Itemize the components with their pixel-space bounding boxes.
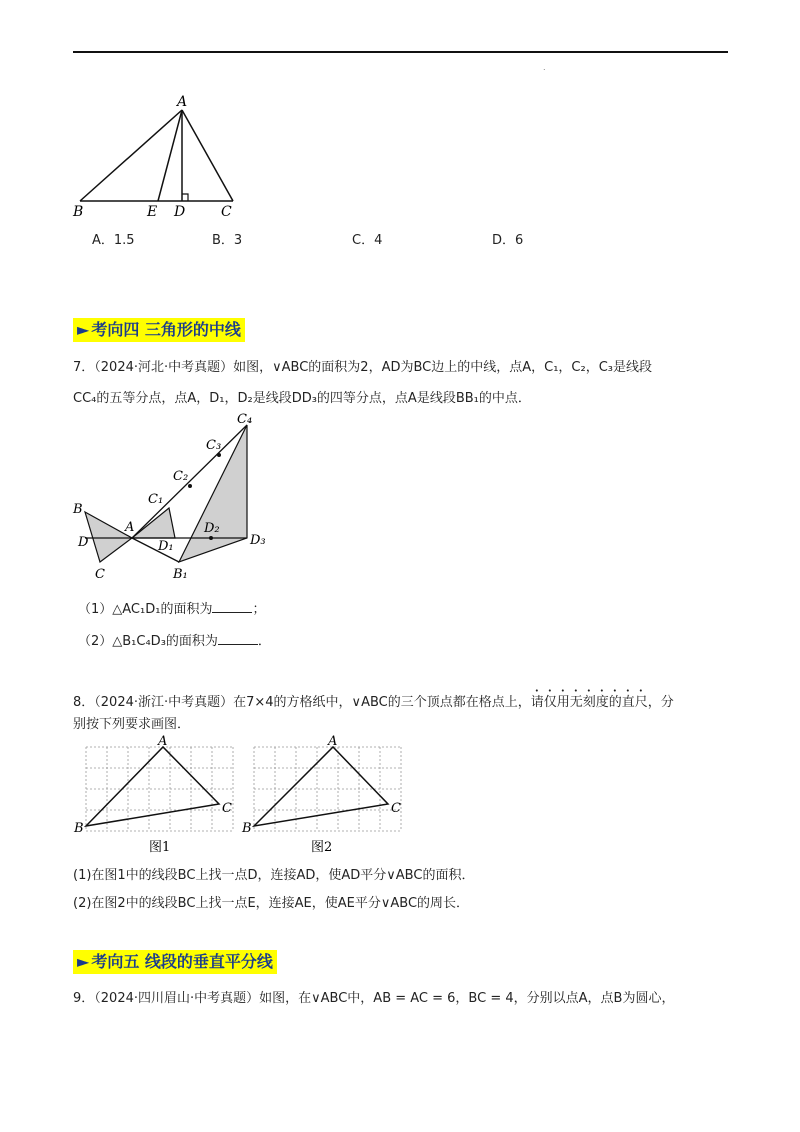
q7-label-d3: D₃	[250, 533, 266, 548]
q7-label-c2: C₂	[173, 469, 189, 484]
q7-sub1	[78, 598, 265, 617]
grid1-label-c: C	[222, 801, 232, 816]
q7-line1: 7．（2024·河北·中考真题）如图，∨ABC的面积为2，AD为BC边上的中线，点A，C₁，C₂，C₃是线段	[73, 360, 652, 375]
fig-label-a: A	[177, 94, 188, 110]
choice-a: A．1.5	[92, 233, 135, 248]
q7-sub1-text: （1）△AC₁D₁的面积为	[78, 602, 213, 617]
figure-triangle-abc	[60, 90, 250, 220]
q7-label-c: C	[95, 567, 105, 582]
q8-req1: (1)在图1中的线段BC上找一点D，连接AD，使AD平分∨ABC的面积．	[73, 868, 475, 883]
q7-label-a: A	[125, 520, 135, 535]
grid1-label-b: B	[74, 821, 84, 836]
section-title: 考向五 线段的垂直平分线	[91, 952, 273, 971]
fig-label-c: C	[221, 204, 232, 220]
choice-c: C．4	[352, 233, 383, 248]
q7-label-d: D	[78, 535, 89, 550]
q8-req2: (2)在图2中的线段BC上找一点E，连接AE，使AE平分∨ABC的周长．	[73, 896, 470, 911]
triangle-bullet-icon: ►	[77, 320, 90, 339]
figure-q7	[65, 410, 285, 590]
q7-sub1-end: ；	[252, 602, 266, 617]
header-dot: .	[543, 63, 546, 72]
grid2-label-c: C	[391, 801, 401, 816]
grid-figure-2	[238, 732, 413, 857]
grid-figure-1	[70, 732, 240, 857]
fig-label-e: E	[147, 204, 158, 220]
fig-label-b: B	[73, 204, 84, 220]
section-title: 考向四 三角形的中线	[91, 320, 241, 339]
section-heading-5	[73, 950, 277, 974]
header-rule	[73, 51, 728, 53]
grid1-label-a: A	[158, 734, 168, 749]
section-heading-4	[73, 318, 245, 342]
q8-line2: 别按下列要求画图．	[73, 717, 191, 732]
q7-label-c4: C₄	[237, 412, 253, 427]
answer-blank-2[interactable]	[218, 632, 258, 645]
choice-d: D．6	[492, 233, 524, 248]
q8-line1	[73, 687, 674, 710]
triangle-bullet-icon: ►	[77, 952, 90, 971]
q7-label-d1: D₁	[158, 539, 174, 554]
q7-label-c3: C₃	[206, 438, 222, 453]
q8-line1-c: ，分	[647, 695, 674, 710]
grid1-caption: 图1	[149, 840, 171, 855]
q8-line1-a: 8．（2024·浙江·中考真题）在7×4的方格纸中，∨ABC的三个顶点都在格点上，	[73, 695, 531, 710]
q7-sub2-end: ．	[257, 634, 271, 649]
answer-blank-1[interactable]	[212, 600, 252, 613]
grid2-label-a: A	[328, 734, 338, 749]
q7-label-c1: C₁	[148, 492, 164, 507]
grid2-caption: 图2	[311, 840, 333, 855]
choice-b: B．3	[212, 233, 243, 248]
q8-emphasis: 请仅用无刻度的直尺	[530, 695, 648, 710]
q7-line2: CC₄的五等分点，点A，D₁，D₂是线段DD₃的四等分点，点A是线段BB₁的中点．	[73, 391, 531, 406]
grid2-label-b: B	[242, 821, 252, 836]
q9-line1: 9．（2024·四川眉山·中考真题）如图，在∨ABC中，AB = AC = 6，BC = 4，分别以点A，点B为圆心，	[73, 991, 675, 1006]
q7-sub2-text: （2）△B₁C₄D₃的面积为	[78, 634, 218, 649]
q7-label-b: B	[73, 502, 83, 517]
fig-label-d: D	[174, 204, 186, 220]
q7-sub2	[78, 630, 271, 649]
q7-label-b1: B₁	[173, 567, 188, 582]
q7-label-d2: D₂	[204, 521, 220, 536]
